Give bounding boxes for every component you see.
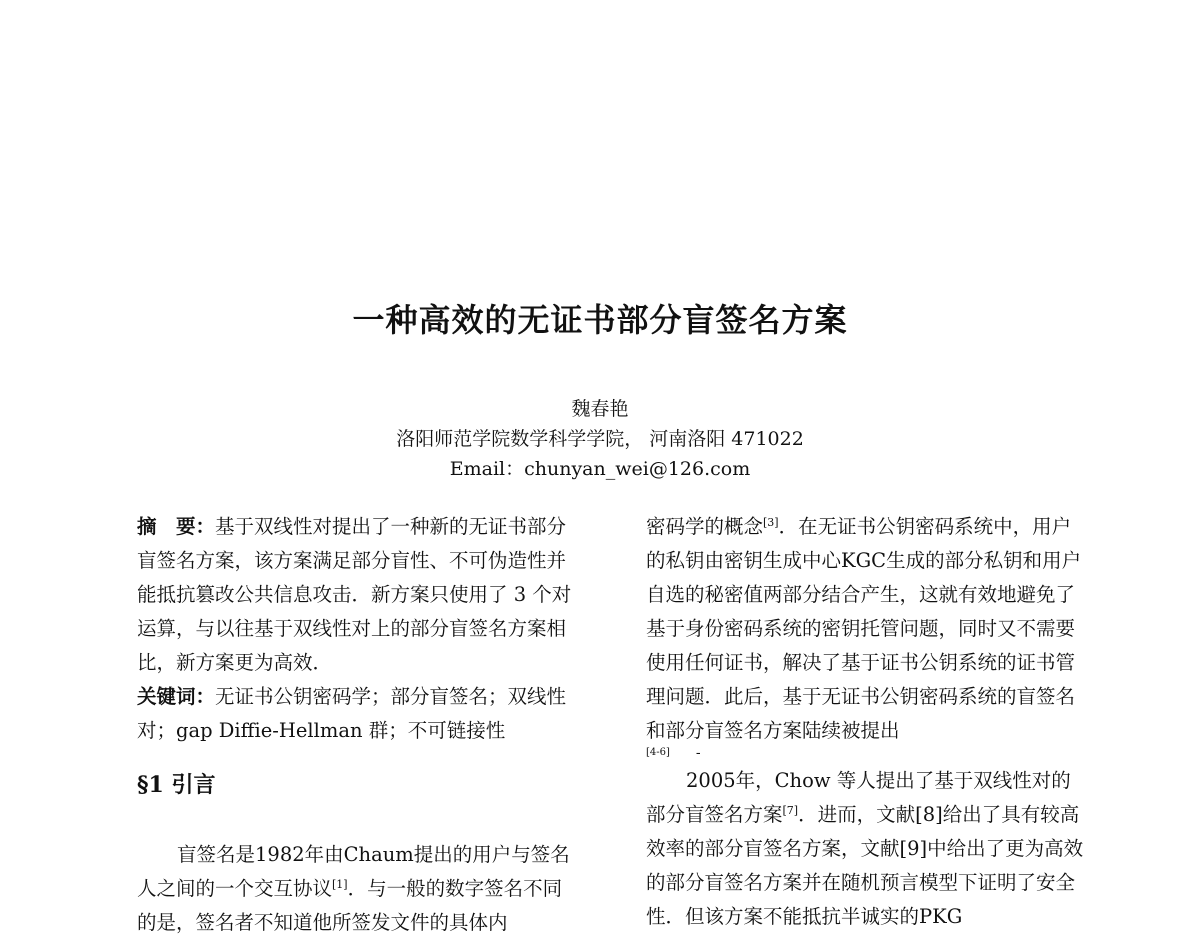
intro-text-part1: 盲签名是1982年由Chaum提出的用户与签名人之间的一个交互协议: [137, 843, 570, 900]
author-block: [0, 394, 1200, 484]
abstract-paragraph: [137, 510, 577, 680]
stray-dash: -: [695, 745, 701, 761]
keywords-label: 关键词：: [137, 685, 216, 708]
citation-ref: [7]: [782, 804, 799, 817]
right-p2-text-part1: 2005年，Chow 等人提出了基于双线性对的部分盲签名方案: [646, 769, 1071, 826]
intro-paragraph: [137, 838, 577, 940]
author-name: 魏春艳: [571, 398, 629, 420]
author-email: Email：chunyan_wei@126.com: [449, 458, 751, 480]
citation-ref: [3]: [763, 516, 779, 529]
right-column: [646, 510, 1086, 934]
right-paragraph-1: [646, 510, 1086, 760]
right-p1-text-part2: ．在无证书公钥密码系统中，用户的私钥由密钥生成中心KGC生成的部分私钥和用户自选的秘密值两部分结合产生，这就有效地避免了基于身份密码系统的密钥托管问题，同时又不需要使用任何证书，解决了基于证书公钥系统的证书管理问题．此后，基于无证书公钥密码系统的盲签名和部分盲签名方案陆续被提出: [646, 515, 1082, 742]
citation-ref: [1]: [332, 878, 348, 891]
paper-title: 一种高效的无证书部分盲签名方案: [352, 301, 848, 339]
keywords-paragraph: [137, 680, 577, 748]
citation-ref-range: [646, 746, 1086, 760]
citation-ref-range-text: [4-6]: [646, 747, 670, 758]
keywords-text: 无证书公钥密码学；部分盲签名；双线性对；gap Diffie-Hellman 群；不可链接性: [137, 685, 567, 742]
left-column: [137, 510, 577, 940]
right-p1-text-part1: 密码学的概念: [646, 515, 764, 538]
abstract-text: 基于双线性对提出了一种新的无证书部分盲签名方案，该方案满足部分盲性、不可伪造性并能抵抗篡改公共信息攻击．新方案只使用了 3 个对运算，与以往基于双线性对上的部分盲签名方案相比，新方案更为高效．: [137, 515, 572, 674]
author-affiliation: 洛阳师范学院数学科学学院， 河南洛阳 471022: [396, 428, 804, 450]
abstract-label: 摘 要：: [137, 515, 216, 538]
right-paragraph-2: [646, 764, 1086, 934]
intro-text-part2: ．与一般的数字签名不同的是，签名者不知道他所签发文件的具体内: [137, 877, 563, 934]
section-heading-introduction: §1 引言: [137, 772, 216, 798]
right-p2-text-part2: ．进而，文献[8]给出了具有较高效率的部分盲签名方案，文献[9]中给出了更为高效的部分盲签名方案并在随机预言模型下证明了安全性．但该方案不能抵抗半诚实的PKG: [646, 803, 1084, 928]
